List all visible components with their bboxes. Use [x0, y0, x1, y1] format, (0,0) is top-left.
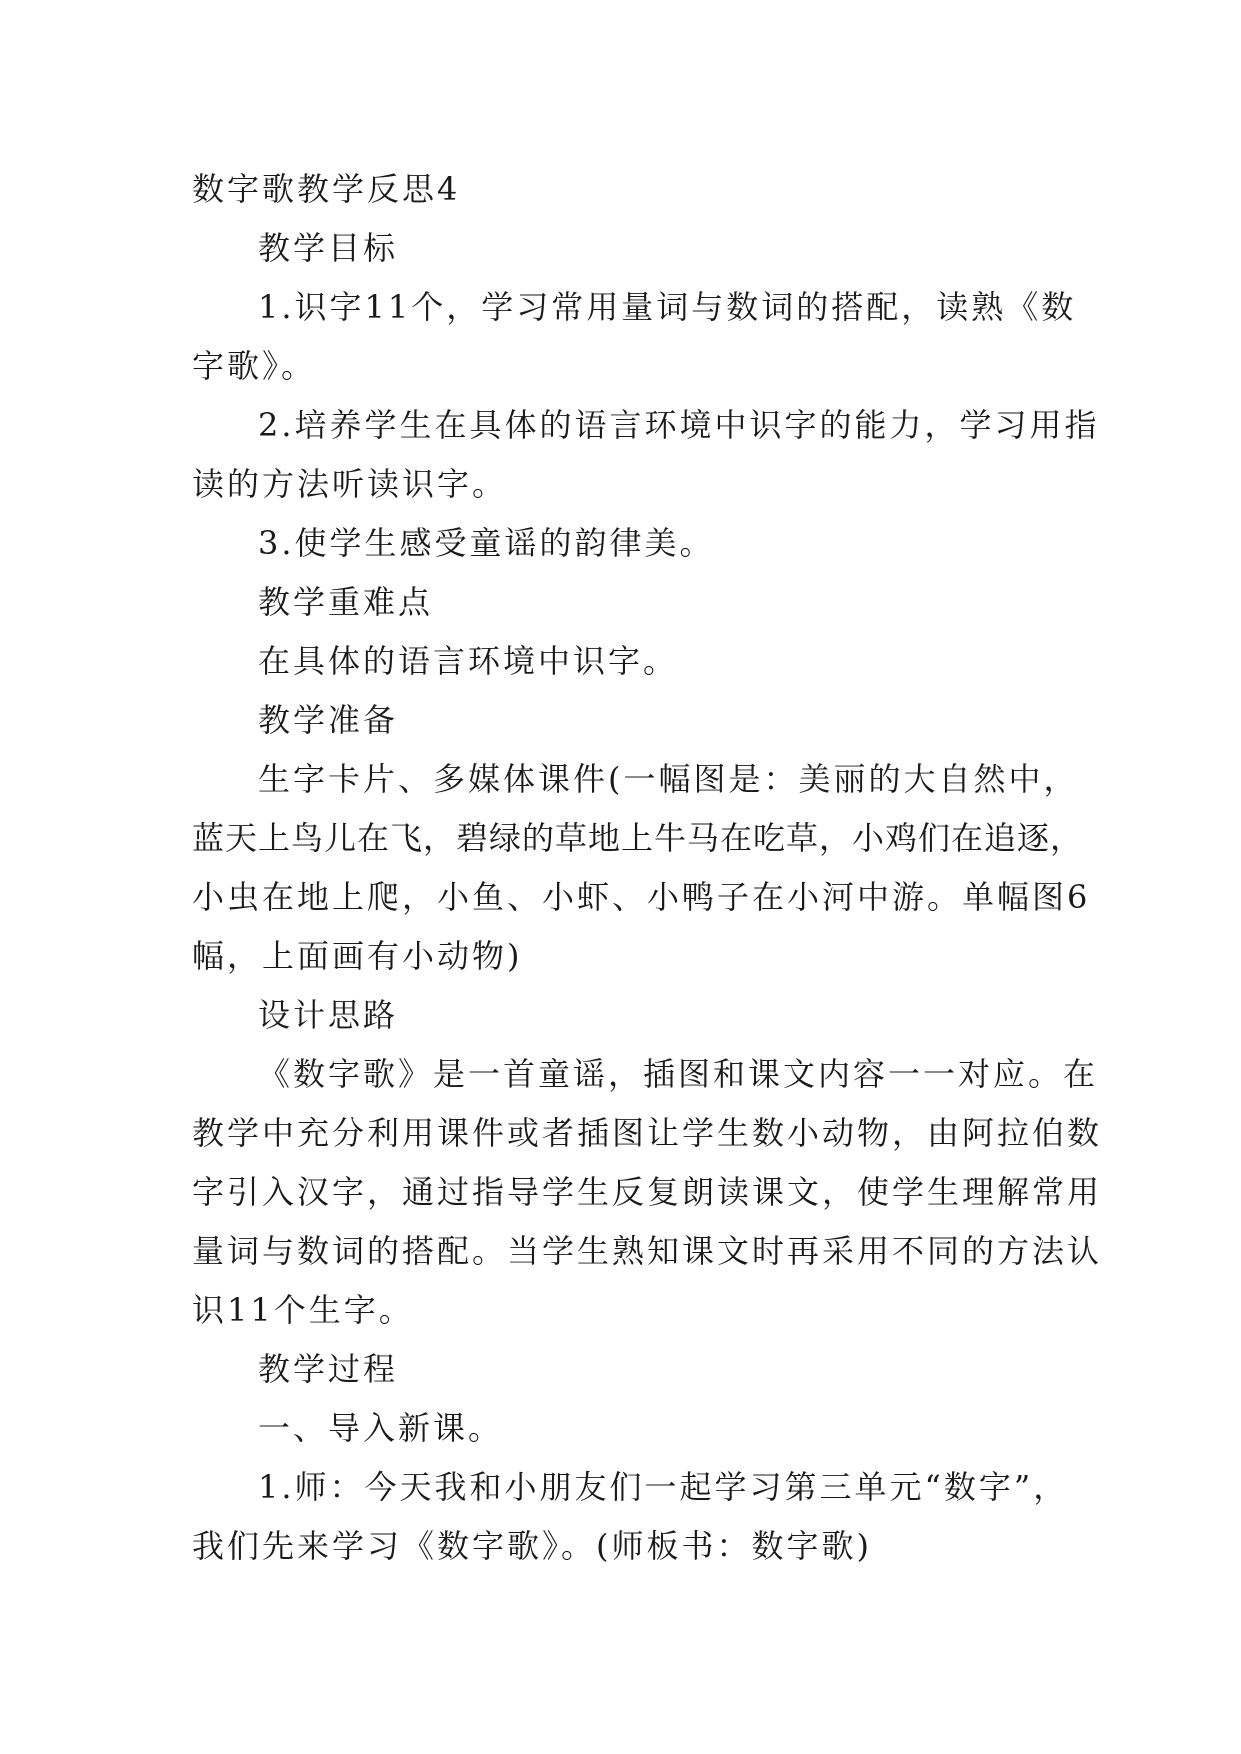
text-line: 一、导入新课。 — [258, 1409, 504, 1447]
goal-item-2 — [192, 396, 1100, 514]
text-line: 量词与数词的搭配。当学生熟知课文时再采用不同的方法认 — [192, 1232, 1103, 1270]
document-page — [192, 160, 1103, 1576]
text-line: 我们先来学习《数字歌》。(师板书：数字歌) — [192, 1527, 872, 1565]
heading-design-idea — [192, 986, 1052, 1045]
text-line: 蓝天上鸟儿在飞，碧绿的草地上牛马在吃草，小鸡们在追逐， — [192, 819, 1084, 857]
text-line: 设计思路 — [258, 996, 399, 1034]
key-points-text — [192, 632, 1052, 691]
text-line: 在具体的语言环境中识字。 — [258, 642, 679, 680]
text-line: 教学目标 — [258, 229, 399, 267]
text-line: 幅，上面画有小动物) — [192, 937, 523, 975]
goal-item-3 — [192, 514, 1052, 573]
text-line: 1.识字11个，学习常用量词与数词的搭配，读熟《数 — [258, 288, 1077, 326]
text-line: 3.使学生感受童谣的韵律美。 — [258, 524, 715, 562]
text-line: 教学中充分利用课件或者插图让学生数小动物，由阿拉伯数 — [192, 1114, 1103, 1152]
text-line: 读的方法听读识字。 — [192, 465, 508, 503]
step-one — [192, 1399, 1052, 1458]
text-line: 《数字歌》是一首童谣，插图和课文内容一一对应。在 — [258, 1055, 1099, 1093]
text-line: 小虫在地上爬，小鱼、小虾、小鸭子在小河中游。单幅图6 — [192, 878, 1091, 916]
text-line: 教学重难点 — [258, 583, 434, 621]
text-line: 教学准备 — [258, 701, 399, 739]
heading-teaching-goals — [192, 219, 1052, 278]
goal-item-1 — [192, 278, 1077, 396]
heading-teaching-process — [192, 1340, 1052, 1399]
document-title: 数字歌教学反思4 — [192, 170, 461, 208]
text-line: 字引入汉字，通过指导学生反复朗读课文，使学生理解常用 — [192, 1173, 1103, 1211]
text-line: 生字卡片、多媒体课件(一幅图是：美丽的大自然中， — [258, 760, 1079, 798]
text-line: 识11个生字。 — [192, 1291, 414, 1329]
step-one-item-1 — [192, 1458, 1069, 1576]
text-line: 2.培养学生在具体的语言环境中识字的能力，学习用指 — [258, 406, 1100, 444]
text-line: 1.师：今天我和小朋友们一起学习第三单元“数字”， — [258, 1468, 1069, 1506]
text-line: 教学过程 — [258, 1350, 399, 1388]
design-idea-text — [192, 1045, 1103, 1340]
heading-key-points — [192, 573, 1052, 632]
text-line: 字歌》。 — [192, 347, 317, 385]
heading-preparation — [192, 691, 1052, 750]
preparation-text — [192, 750, 1091, 986]
